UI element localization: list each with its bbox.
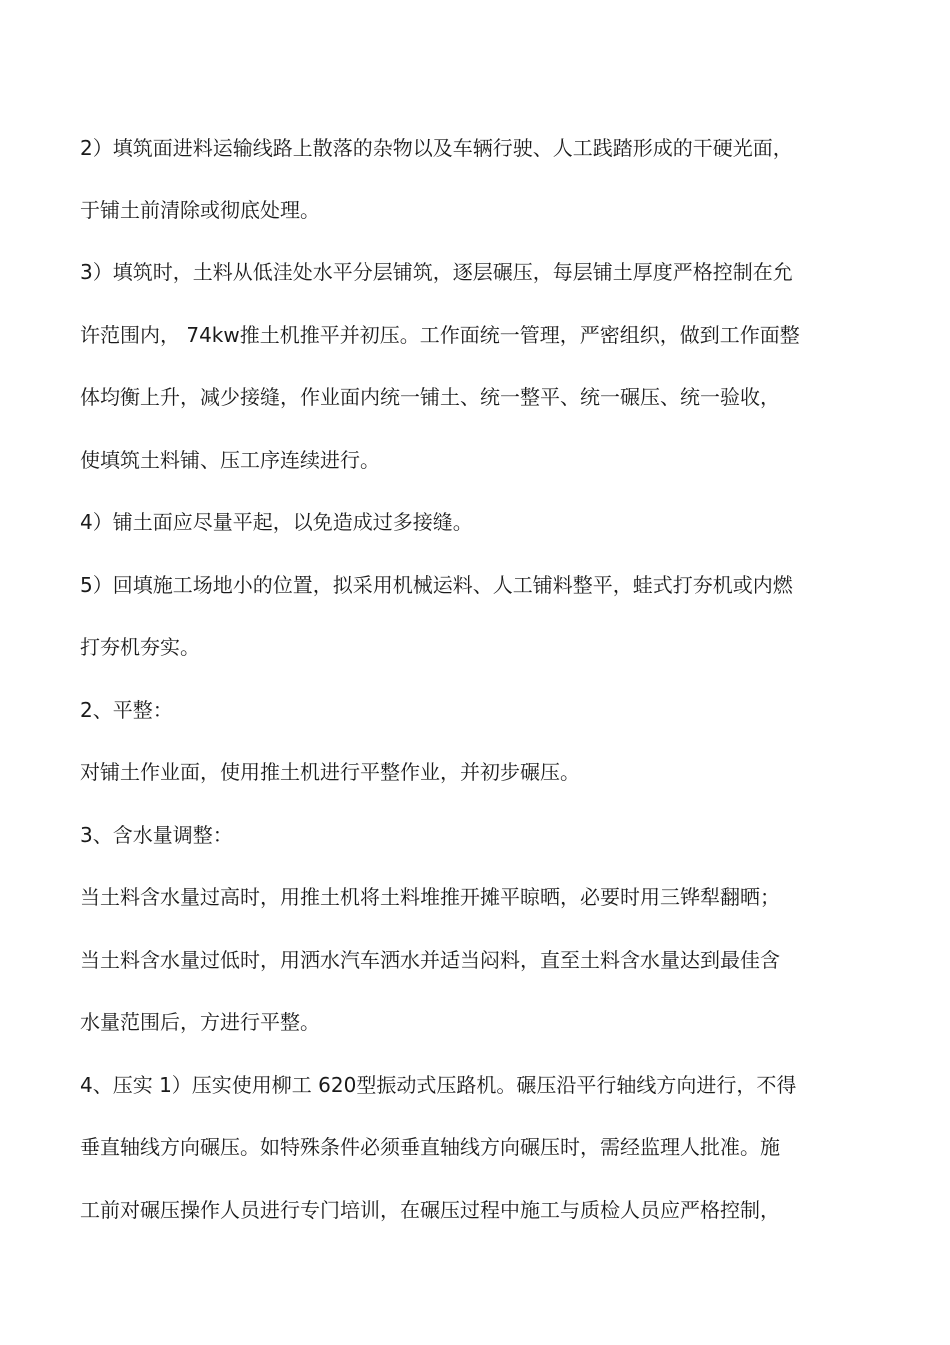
section-heading: 2、平整： xyxy=(80,698,173,722)
text-line: 3）填筑时，土料从低洼处水平分层铺筑，逐层碾压，每层铺土厚度严格控制在允 xyxy=(80,260,793,284)
text-line: 体均衡上升，减少接缝，作业面内统一铺土、统一整平、统一碾压、统一验收， xyxy=(80,385,780,409)
text-line: 垂直轴线方向碾压。如特殊条件必须垂直轴线方向碾压时，需经监理人批准。施 xyxy=(80,1135,780,1159)
text-line: 当土料含水量过高时，用推土机将土料堆推开摊平晾晒，必要时用三铧犁翻晒； xyxy=(80,885,780,909)
text-line: 当土料含水量过低时，用洒水汽车洒水并适当闷料，直至土料含水量达到最佳含 xyxy=(80,948,780,972)
text-line: 工前对碾压操作人员进行专门培训，在碾压过程中施工与质检人员应严格控制， xyxy=(80,1198,780,1222)
text-line: 水量范围后，方进行平整。 xyxy=(80,1010,320,1034)
text-line: 使填筑土料铺、压工序连续进行。 xyxy=(80,448,380,472)
text-line: 2）填筑面进料运输线路上散落的杂物以及车辆行驶、人工践踏形成的干硬光面， xyxy=(80,136,793,160)
text-line: 4）铺土面应尽量平起，以免造成过多接缝。 xyxy=(80,510,473,534)
text-line: 许范围内， 74kw推土机推平并初压。工作面统一管理，严密组织，做到工作面整 xyxy=(80,323,800,347)
text-line: 5）回填施工场地小的位置，拟采用机械运料、人工铺料整平，蛙式打夯机或内燃 xyxy=(80,573,793,597)
text-line: 对铺土作业面，使用推土机进行平整作业，并初步碾压。 xyxy=(80,760,580,784)
section-heading: 4、压实 1）压实使用柳工 620型振动式压路机。碾压沿平行轴线方向进行，不得 xyxy=(80,1073,797,1097)
text-line: 打夯机夯实。 xyxy=(80,635,200,659)
section-heading: 3、含水量调整： xyxy=(80,823,233,847)
text-line: 于铺土前清除或彻底处理。 xyxy=(80,198,320,222)
